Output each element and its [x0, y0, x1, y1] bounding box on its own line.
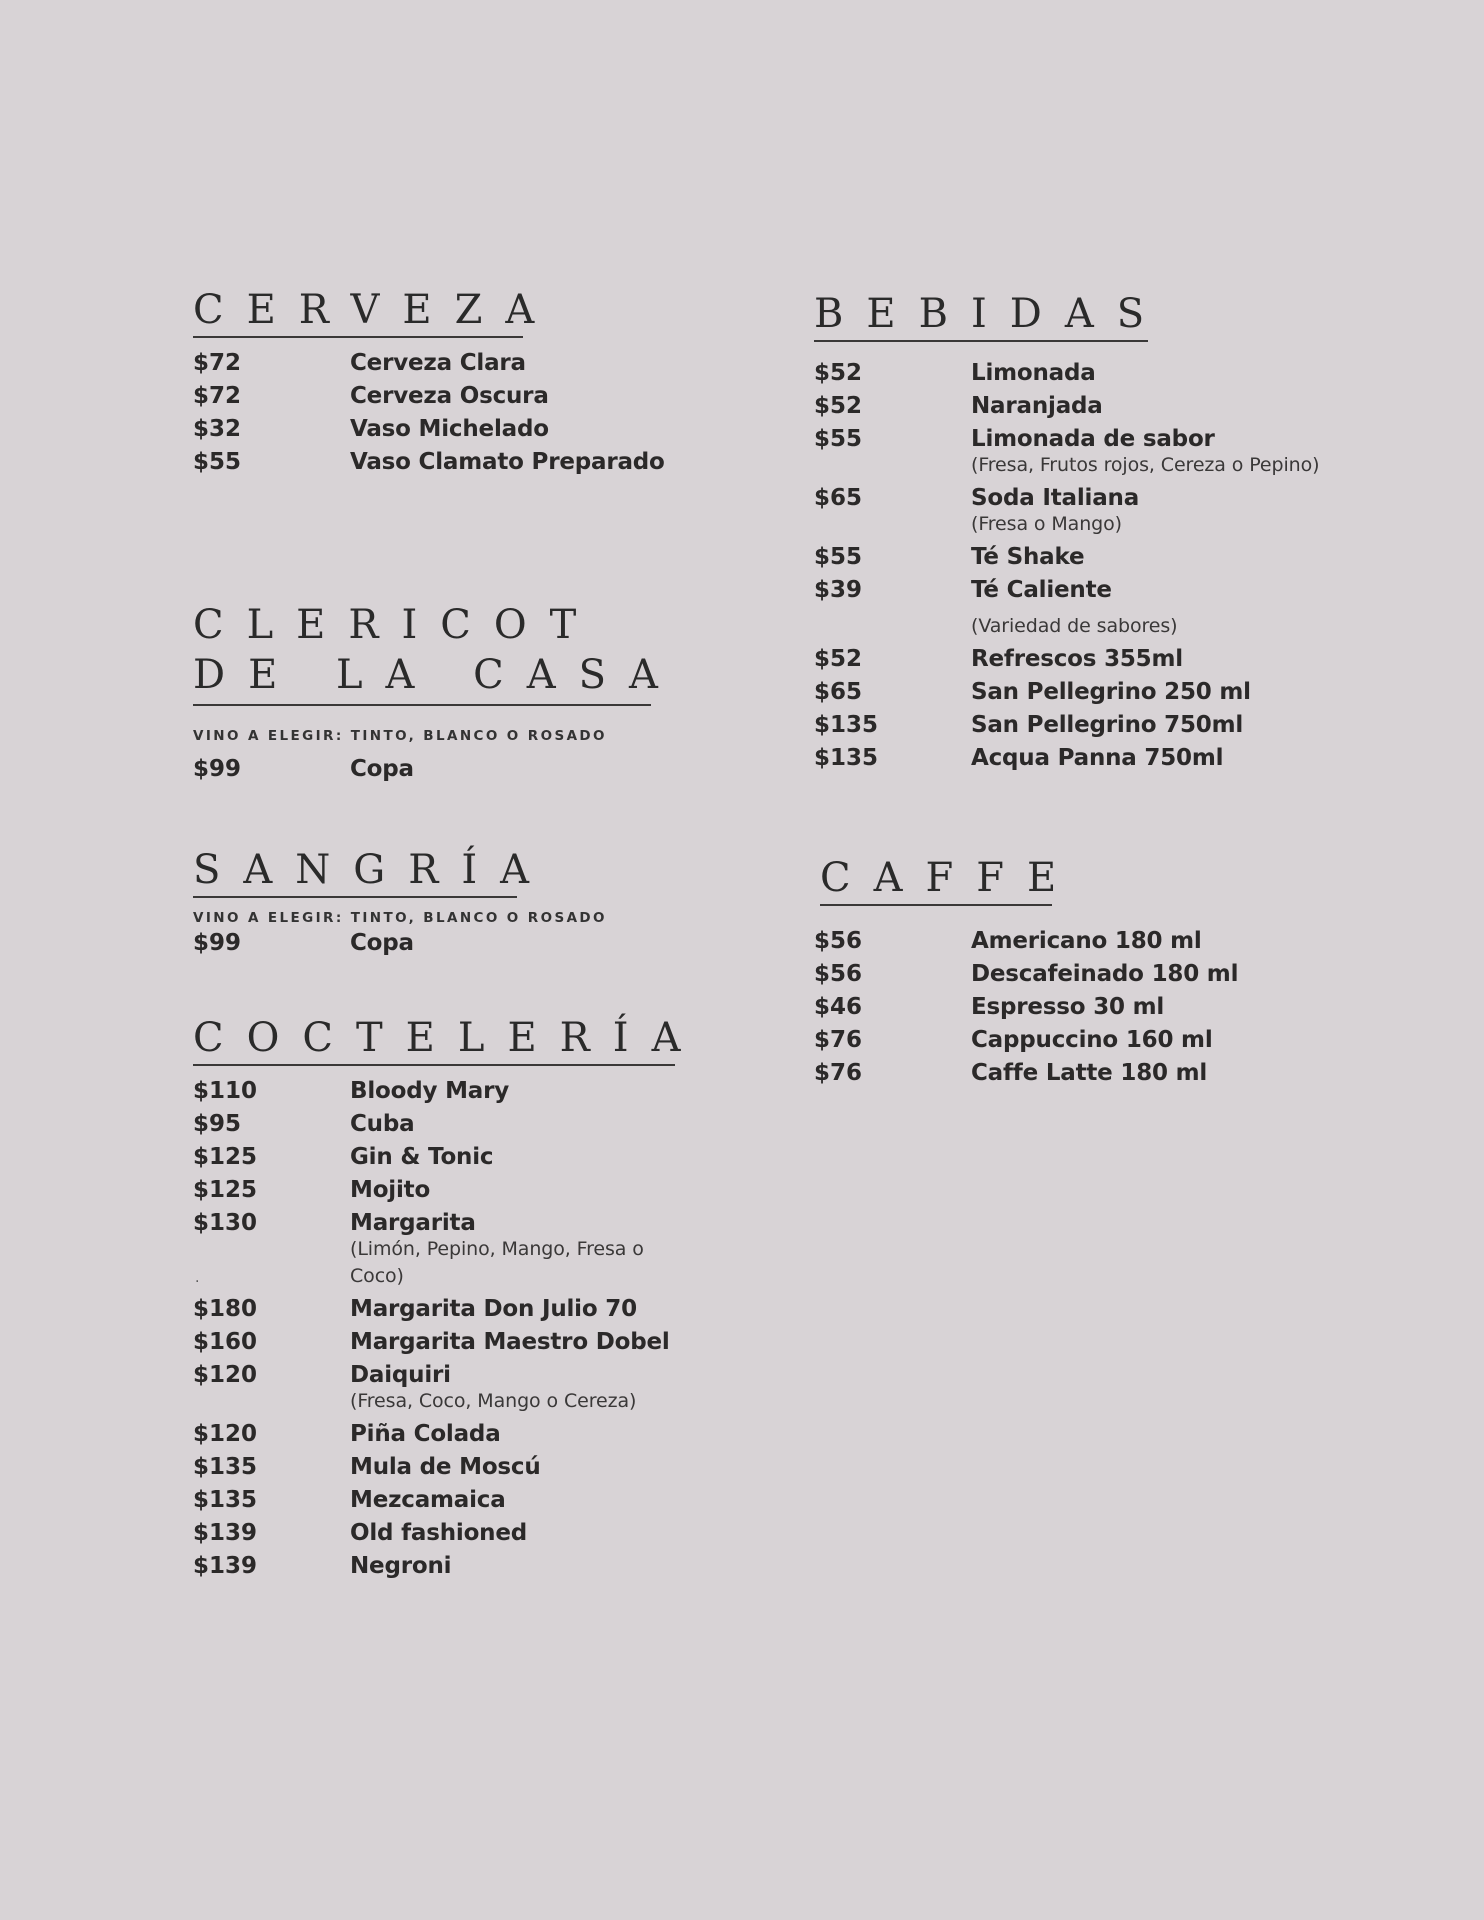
item-price: $139	[193, 1552, 258, 1579]
item-price: $52	[814, 359, 863, 386]
item-description: (Fresa o Mango)	[971, 512, 1122, 535]
stray-dot-mark: .	[195, 1269, 200, 1286]
menu-item-row	[814, 426, 1374, 452]
item-price: $76	[814, 1026, 863, 1053]
section-bebidas	[814, 292, 1374, 856]
menu-item-row	[814, 712, 1374, 738]
item-name: Gin & Tonic	[350, 1143, 494, 1170]
item-name: Soda Italiana	[971, 484, 1140, 511]
menu-item	[814, 1060, 1374, 1086]
item-description: (Limón, Pepino, Mango, Fresa o Coco)	[350, 1237, 644, 1287]
menu-item-row	[814, 485, 1374, 511]
menu-item	[814, 994, 1374, 1020]
section-heading: CAFFE	[820, 855, 1080, 901]
menu-item	[814, 745, 1374, 771]
item-name: Espresso 30 ml	[971, 993, 1165, 1020]
item-name: Cuba	[350, 1110, 415, 1137]
menu-item	[814, 360, 1374, 386]
wine-choice-note: VINO A ELEGIR: TINTO, BLANCO O ROSADO	[193, 909, 607, 926]
menu-item	[193, 1421, 713, 1447]
item-price: $55	[814, 543, 863, 570]
item-description: (Variedad de sabores)	[971, 614, 1178, 637]
item-price: $65	[814, 678, 863, 705]
item-name: Copa	[350, 929, 414, 956]
item-price: $46	[814, 993, 863, 1020]
item-price: $120	[193, 1420, 258, 1447]
section-heading: BEBIDAS	[814, 291, 1168, 337]
item-price: $65	[814, 484, 863, 511]
menu-list	[814, 360, 1374, 771]
menu-item	[193, 350, 713, 376]
section-heading: CERVEZA	[193, 287, 558, 333]
menu-item	[814, 646, 1374, 672]
menu-item-row	[193, 1454, 713, 1480]
menu-item-row	[814, 1027, 1374, 1053]
menu-item-row	[193, 449, 713, 475]
menu-item	[193, 1487, 713, 1513]
item-name: Mezcamaica	[350, 1486, 506, 1513]
item-price: $39	[814, 576, 863, 603]
item-price: $135	[193, 1453, 258, 1480]
section-heading: COCTELERÍA	[193, 1015, 704, 1061]
item-price: $160	[193, 1328, 258, 1355]
menu-item-row	[193, 1078, 713, 1104]
menu-item-row	[193, 1210, 713, 1236]
menu-item-row	[814, 679, 1374, 705]
section-heading: CLERICOT DE LA CASA	[193, 602, 681, 698]
menu-item	[193, 1078, 713, 1104]
menu-item-row	[814, 961, 1374, 987]
item-name: Acqua Panna 750ml	[971, 744, 1224, 771]
menu-item-row	[814, 1060, 1374, 1086]
item-name: Cerveza Clara	[350, 349, 526, 376]
section-cerveza	[193, 288, 713, 508]
menu-item	[814, 426, 1374, 479]
section-sangria	[193, 848, 713, 1018]
item-name: San Pellegrino 750ml	[971, 711, 1244, 738]
menu-item	[193, 1362, 713, 1415]
item-price: $55	[814, 425, 863, 452]
section-cocteleria	[193, 1016, 713, 1579]
menu-item-row	[193, 1520, 713, 1546]
menu-item-row	[193, 1553, 713, 1579]
item-price: $110	[193, 1077, 258, 1104]
menu-item	[193, 930, 713, 956]
heading-underline	[193, 336, 523, 338]
menu-item	[193, 1329, 713, 1355]
menu-list	[193, 350, 713, 475]
item-price: $135	[193, 1486, 258, 1513]
menu-item	[193, 1111, 713, 1137]
menu-item-row	[193, 416, 713, 442]
menu-item	[193, 1177, 713, 1203]
item-name: Vaso Michelado	[350, 415, 549, 442]
item-price: $139	[193, 1519, 258, 1546]
item-price: $56	[814, 927, 863, 954]
heading-underline	[820, 904, 1052, 906]
menu-item	[193, 1553, 713, 1579]
item-name: Margarita Maestro Dobel	[350, 1328, 670, 1355]
item-name: Mula de Moscú	[350, 1453, 541, 1480]
item-name: Caffe Latte 180 ml	[971, 1059, 1208, 1086]
item-price: $99	[193, 929, 242, 956]
menu-item	[814, 928, 1374, 954]
menu-item-row	[193, 1111, 713, 1137]
menu-item-row	[193, 383, 713, 409]
section-heading: SANGRÍA	[193, 847, 553, 893]
item-price: $99	[193, 755, 242, 782]
menu-item-row	[193, 756, 713, 782]
item-name: Americano 180 ml	[971, 927, 1202, 954]
item-name: Té Caliente	[971, 576, 1112, 603]
menu-item-row	[814, 577, 1374, 603]
item-name: Limonada	[971, 359, 1096, 386]
item-name: Mojito	[350, 1176, 431, 1203]
menu-list	[814, 928, 1374, 1086]
item-name: Daiquiri	[350, 1361, 451, 1388]
right-column	[814, 292, 1374, 1093]
heading-underline	[814, 340, 1148, 342]
item-name: Té Shake	[971, 543, 1085, 570]
menu-item-row	[193, 1296, 713, 1322]
menu-item-row	[814, 928, 1374, 954]
item-price: $76	[814, 1059, 863, 1086]
item-name: Bloody Mary	[350, 1077, 510, 1104]
menu-item	[814, 679, 1374, 705]
item-name: Vaso Clamato Preparado	[350, 448, 665, 475]
item-name: Cerveza Oscura	[350, 382, 549, 409]
wine-choice-note: VINO A ELEGIR: TINTO, BLANCO O ROSADO	[193, 727, 607, 744]
menu-item-row	[193, 1144, 713, 1170]
menu-item	[814, 485, 1374, 538]
heading-underline	[193, 1064, 675, 1066]
menu-item-row	[814, 646, 1374, 672]
item-name: Refrescos 355ml	[971, 645, 1183, 672]
menu-item-row	[193, 1362, 713, 1388]
heading-underline	[193, 896, 517, 898]
menu-item-row	[814, 360, 1374, 386]
menu-item-row	[814, 393, 1374, 419]
menu-item-row	[814, 745, 1374, 771]
item-description: (Fresa, Frutos rojos, Cereza o Pepino)	[971, 453, 1320, 476]
menu-item	[193, 1520, 713, 1546]
menu-item-row	[193, 350, 713, 376]
item-name: Descafeinado 180 ml	[971, 960, 1239, 987]
section-caffe	[814, 856, 1374, 1086]
left-column	[193, 288, 713, 1586]
item-name: Old fashioned	[350, 1519, 528, 1546]
item-price: $32	[193, 415, 242, 442]
menu-item	[193, 1296, 713, 1322]
menu-item-row	[193, 930, 713, 956]
item-name: Copa	[350, 755, 414, 782]
item-name: Margarita Don Julio 70	[350, 1295, 637, 1322]
menu-item	[193, 1454, 713, 1480]
menu-item-row	[814, 994, 1374, 1020]
menu-item-row	[193, 1177, 713, 1203]
item-price: $135	[814, 711, 879, 738]
item-name: Limonada de sabor	[971, 425, 1215, 452]
item-price: $55	[193, 448, 242, 475]
menu-list	[193, 930, 713, 956]
item-price: $56	[814, 960, 863, 987]
item-price: $95	[193, 1110, 242, 1137]
menu-item	[814, 1027, 1374, 1053]
menu-item-row	[193, 1421, 713, 1447]
item-price: $52	[814, 392, 863, 419]
menu-item	[814, 712, 1374, 738]
menu-item	[193, 416, 713, 442]
menu-item	[193, 449, 713, 475]
menu-item	[193, 1210, 713, 1290]
item-price: $130	[193, 1209, 258, 1236]
menu-item-row	[814, 544, 1374, 570]
menu-item-row	[193, 1329, 713, 1355]
menu-item	[814, 393, 1374, 419]
item-price: $120	[193, 1361, 258, 1388]
item-name: San Pellegrino 250 ml	[971, 678, 1251, 705]
menu-item	[193, 1144, 713, 1170]
section-clericot	[193, 600, 713, 800]
item-name: Cappuccino 160 ml	[971, 1026, 1213, 1053]
menu-item-row	[193, 1487, 713, 1513]
item-description: (Fresa, Coco, Mango o Cereza)	[350, 1389, 637, 1412]
item-price: $72	[193, 349, 242, 376]
heading-underline	[193, 704, 651, 706]
item-price: $52	[814, 645, 863, 672]
menu-item	[814, 577, 1374, 640]
item-name: Naranjada	[971, 392, 1103, 419]
menu-item	[814, 544, 1374, 570]
item-name: Margarita	[350, 1209, 476, 1236]
menu-list	[193, 756, 713, 782]
menu-list	[193, 1078, 713, 1579]
menu-item	[193, 756, 713, 782]
item-price: $180	[193, 1295, 258, 1322]
item-price: $72	[193, 382, 242, 409]
item-name: Piña Colada	[350, 1420, 501, 1447]
menu-item	[193, 383, 713, 409]
item-name: Negroni	[350, 1552, 452, 1579]
item-price: $135	[814, 744, 879, 771]
menu-item	[814, 961, 1374, 987]
item-price: $125	[193, 1176, 258, 1203]
item-price: $125	[193, 1143, 258, 1170]
